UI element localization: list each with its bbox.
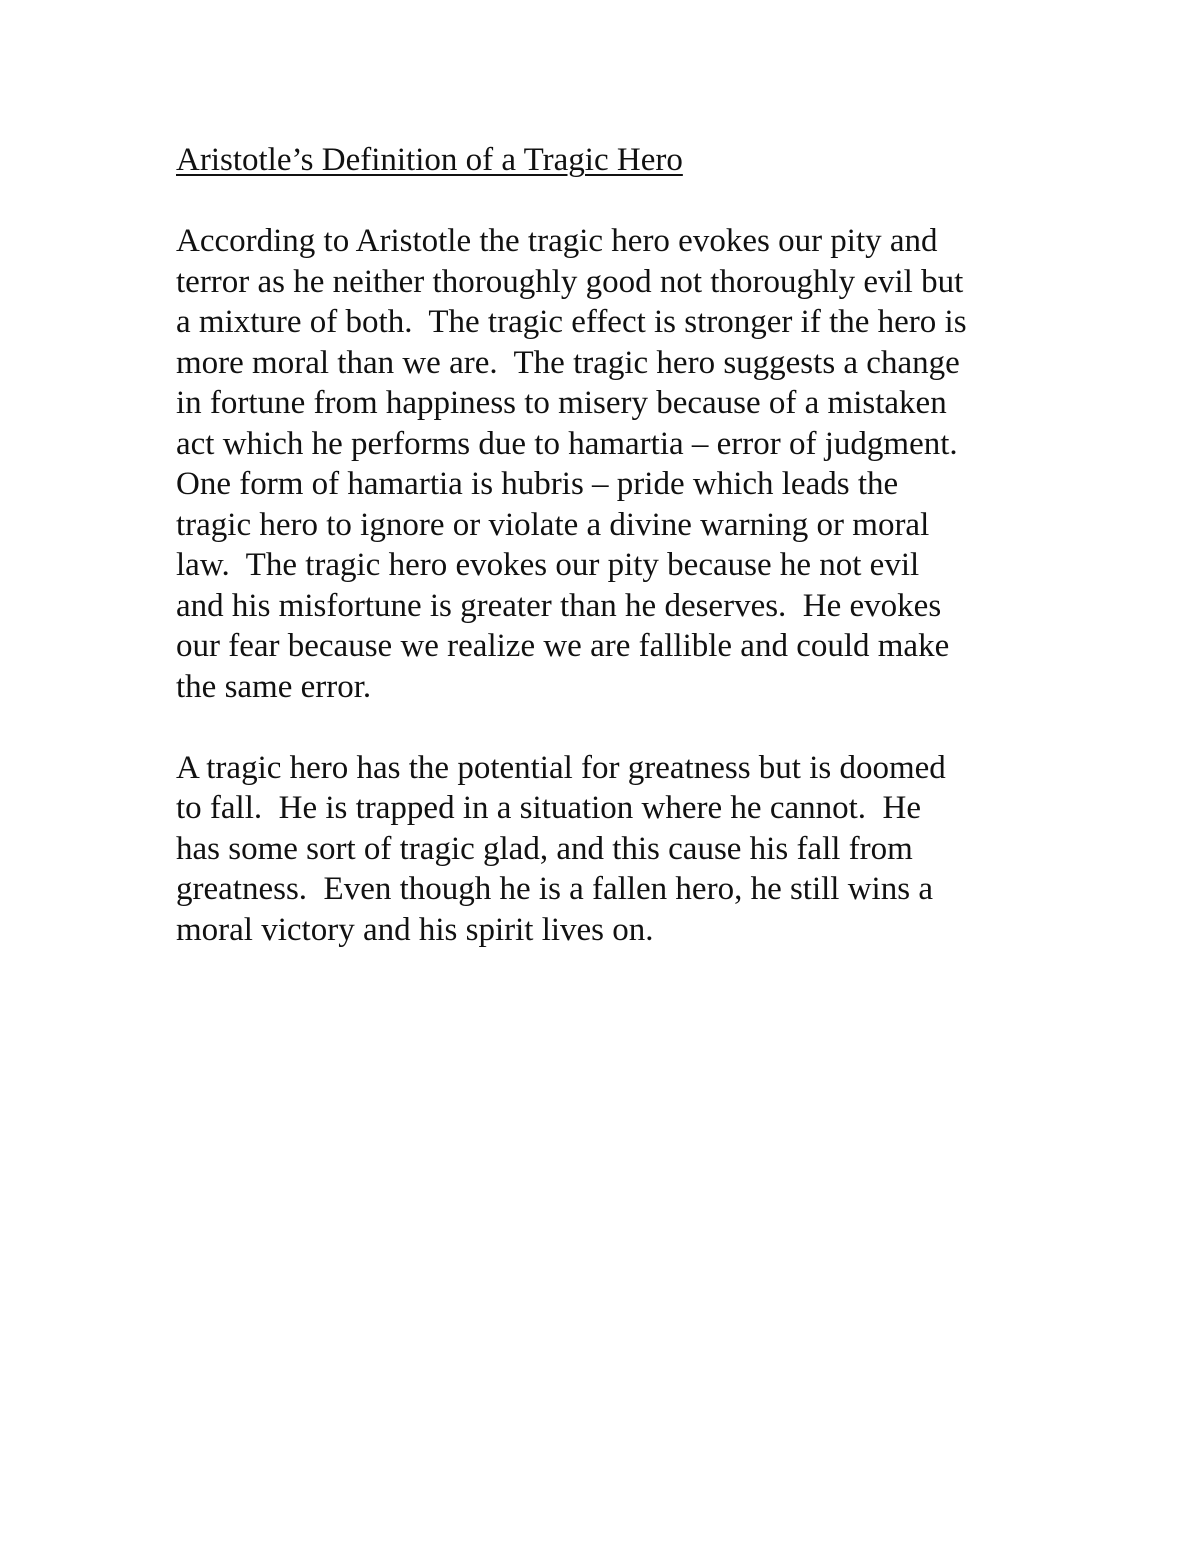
paragraph-definition [176, 221, 1056, 707]
paragraph-line: A tragic hero has the potential for greatness but is doomed [176, 749, 946, 786]
paragraph-line: a mixture of both. The tragic effect is stronger if the hero is [176, 304, 967, 340]
paragraph-line: our fear because we realize we are fallible and could make [176, 628, 950, 664]
document-title: Aristotle’s Definition of a Tragic Hero [176, 142, 683, 178]
paragraph-line: and his misfortune is greater than he deserves. He evokes [176, 587, 942, 624]
paragraph-line: One form of hamartia is hubris – pride which leads the [176, 466, 899, 502]
paragraph-line: in fortune from happiness to misery because of a mistaken [176, 385, 947, 421]
paragraph-line: the same error. [176, 668, 372, 705]
paragraph-line: moral victory and his spirit lives on. [176, 911, 654, 948]
paragraph-line: law. The tragic hero evokes our pity because he not evil [176, 547, 920, 583]
paragraph-line: act which he performs due to hamartia – error of judgment. [176, 425, 958, 462]
paragraph-line: According to Aristotle the tragic hero evokes our pity and [176, 223, 938, 259]
paragraph-line: terror as he neither thoroughly good not thoroughly evil but [176, 263, 964, 300]
document-body [176, 140, 1056, 950]
paragraph-line: to fall. He is trapped in a situation where he cannot. He [176, 790, 922, 826]
paragraph-line: more moral than we are. The tragic hero suggests a change [176, 344, 960, 381]
paragraph-characteristics [176, 748, 1056, 951]
paragraph-line: greatness. Even though he is a fallen hero, he still wins a [176, 871, 933, 907]
paragraph-line: tragic hero to ignore or violate a divine warning or moral [176, 506, 930, 543]
paragraph-line: has some sort of tragic glad, and this cause his fall from [176, 830, 913, 867]
